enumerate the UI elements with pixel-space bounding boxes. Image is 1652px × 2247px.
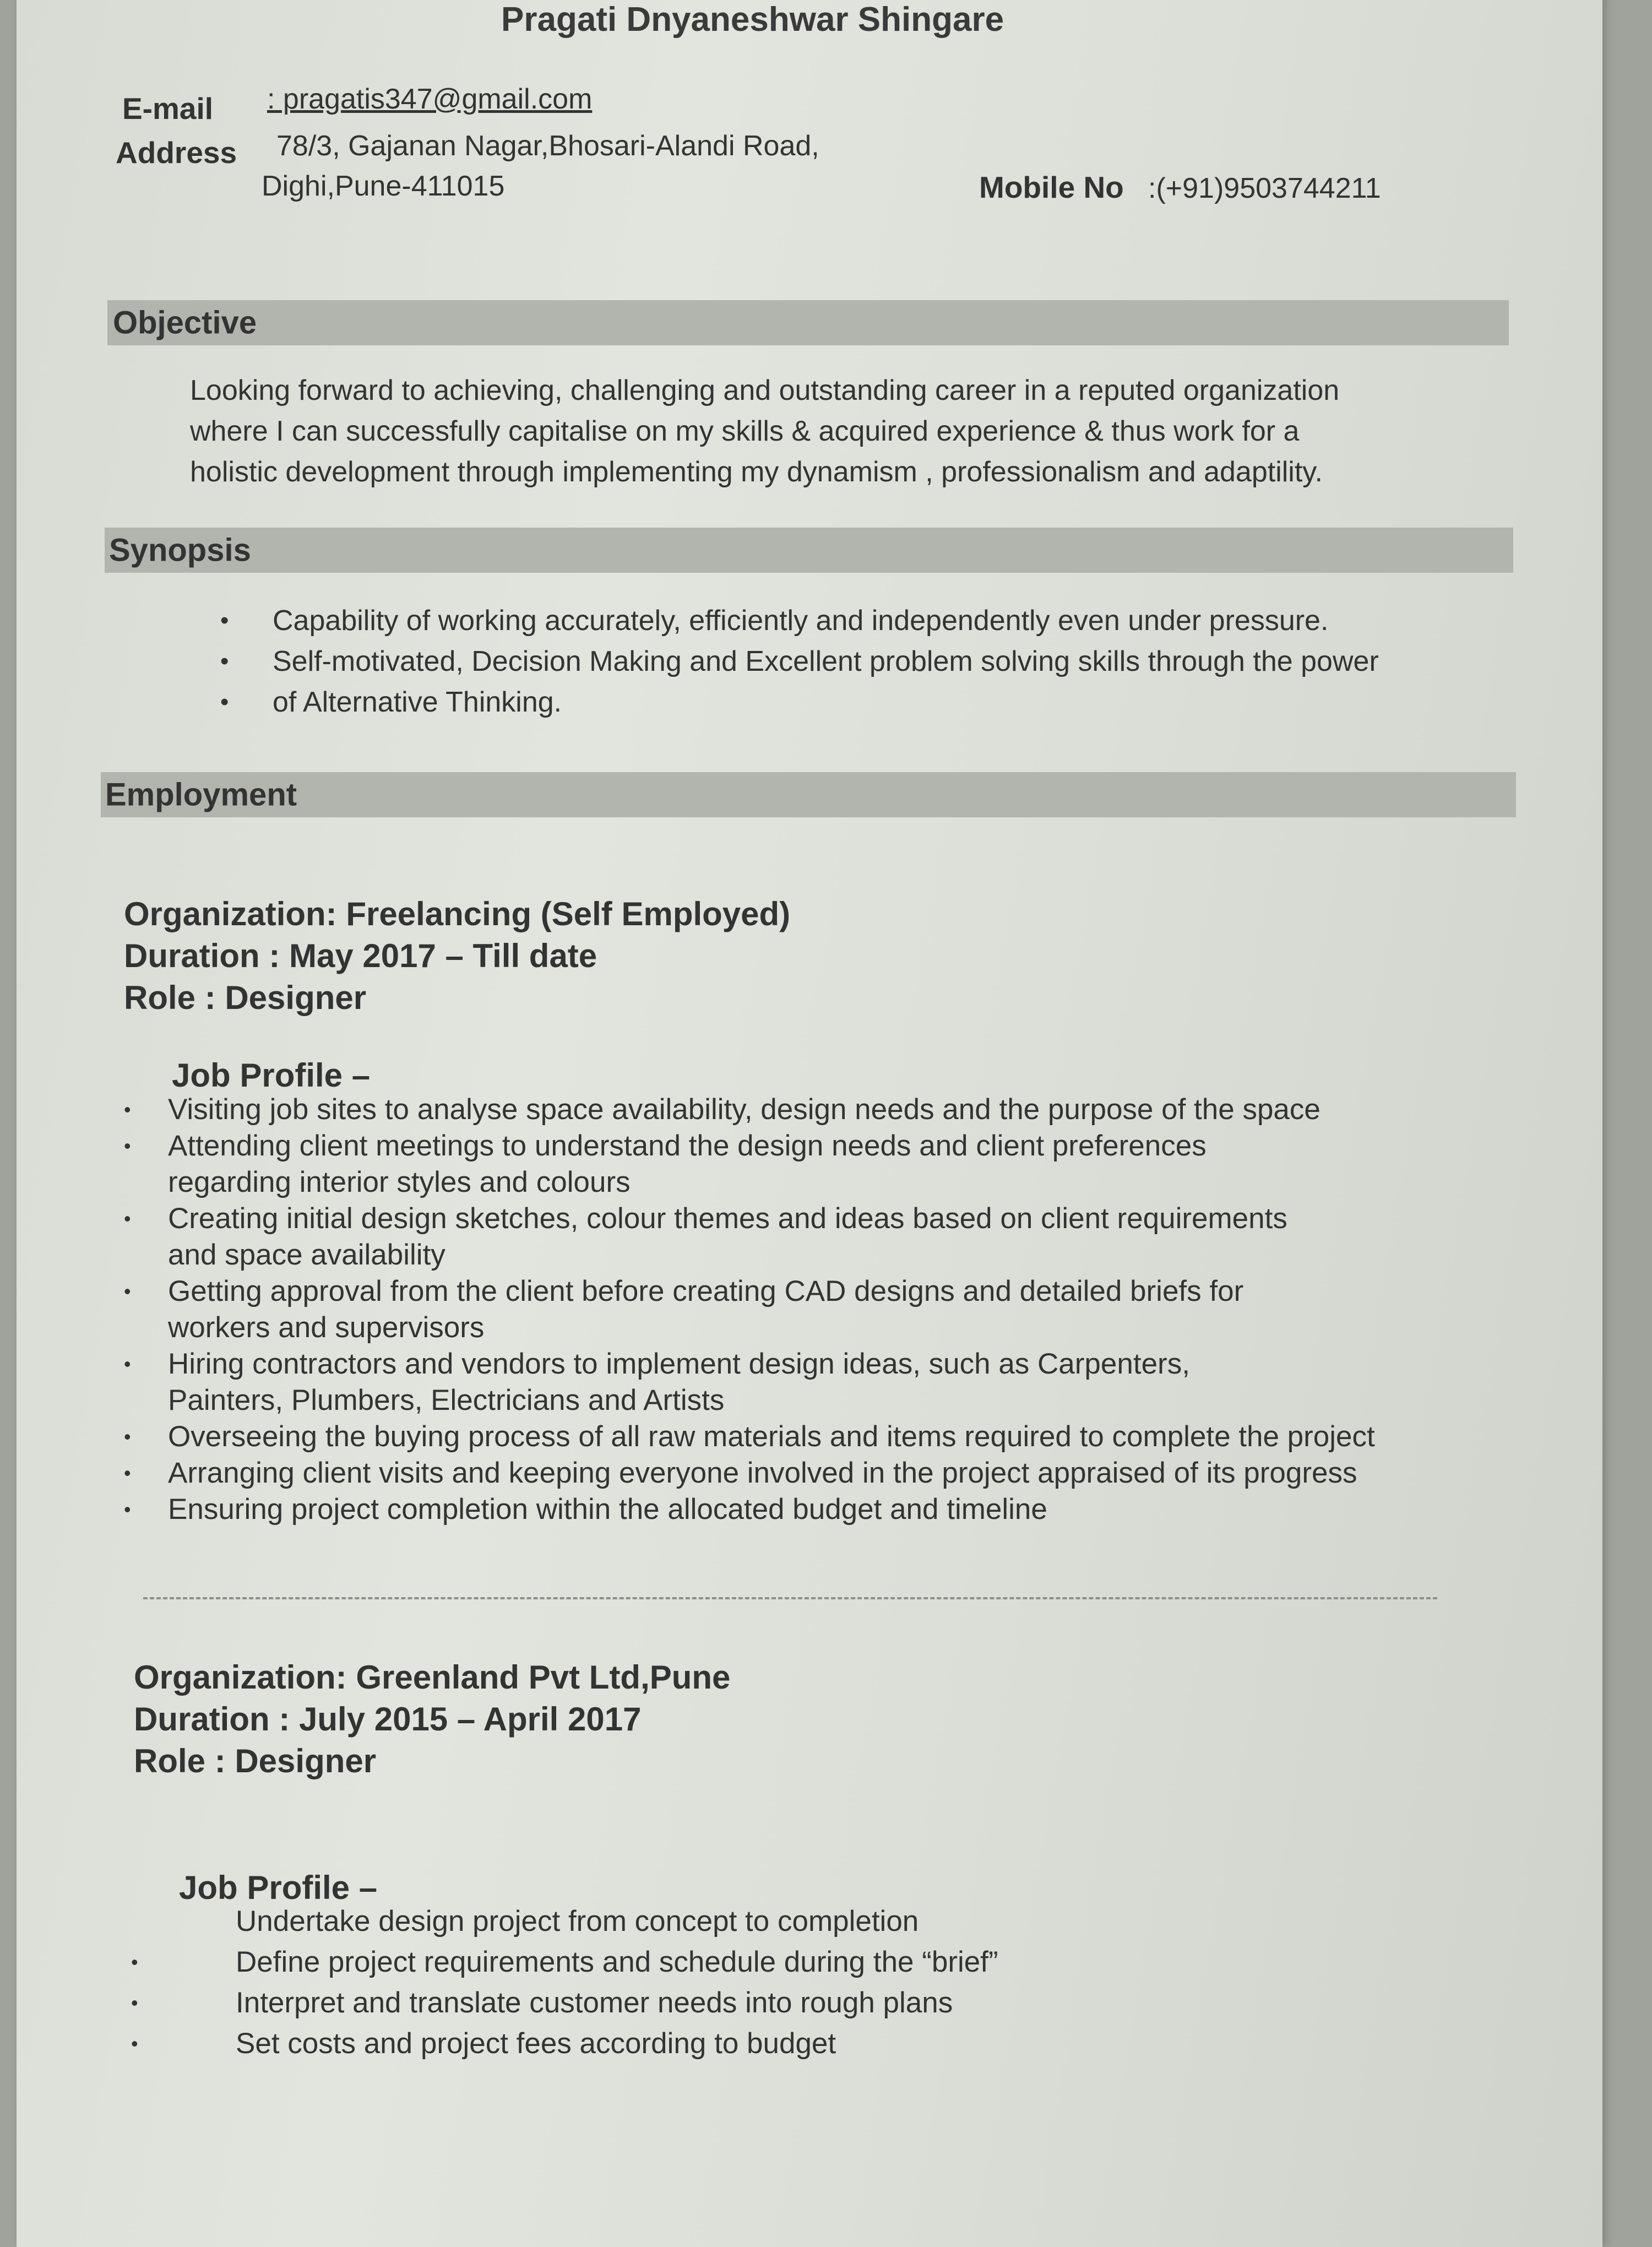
list-item: • of Alternative Thinking. — [273, 682, 1379, 723]
objective-line: holistic development through implementing my dynamism , professionalism and adaptility. — [190, 456, 1323, 488]
job-freelancing-duties — [168, 1092, 1375, 1528]
job-profile-title: Job Profile – — [179, 1869, 378, 1906]
email-value[interactable]: : pragatis347@gmail.com — [267, 83, 593, 115]
address-label: Address — [116, 135, 237, 170]
list-item: • Attending client meetings to understand the design needs and client preferences — [168, 1128, 1375, 1164]
job-greenland-duties — [236, 1901, 998, 2064]
job-duration: Duration : July 2015 – April 2017 — [134, 1701, 642, 1738]
list-item-continuation: workers and supervisors — [168, 1311, 485, 1344]
employment-section-header — [101, 772, 1516, 817]
job-freelancing-header — [124, 893, 790, 1019]
list-item: • Getting approval from the client before creating CAD designs and detailed briefs for — [168, 1273, 1375, 1310]
objective-line: where I can successfully capitalise on my skills & acquired experience & thus work for a — [190, 415, 1300, 447]
list-item: • Define project requirements and schedule during the “brief” — [236, 1942, 998, 1983]
list-item: • Self-motivated, Decision Making and Excellent problem solving skills through the power — [273, 641, 1379, 682]
section-divider — [143, 1597, 1437, 1599]
job-profile-title: Job Profile – — [172, 1057, 371, 1094]
job-organization: Organization: Freelancing (Self Employed) — [124, 895, 791, 932]
synopsis-title: Synopsis — [109, 532, 251, 568]
address-line-1: 78/3, Gajanan Nagar,Bhosari-Alandi Road, — [276, 130, 819, 162]
list-item-continuation: and space availability — [168, 1239, 445, 1271]
email-label: E-mail — [122, 91, 214, 126]
job-greenland-header — [134, 1657, 730, 1782]
list-item: Undertake design project from concept to completion — [236, 1905, 919, 1937]
list-item: • Hiring contractors and vendors to implement design ideas, such as Carpenters, — [168, 1346, 1375, 1382]
list-item: • Overseeing the buying process of all raw materials and items required to complete the project — [168, 1419, 1375, 1455]
job-role: Role : Designer — [124, 979, 367, 1016]
job-duration: Duration : May 2017 – Till date — [124, 937, 597, 974]
objective-text — [190, 370, 1339, 492]
list-item: • Interpret and translate customer needs into rough plans — [236, 1983, 998, 2023]
objective-line: Looking forward to achieving, challenging and outstanding career in a reputed organization — [190, 374, 1340, 406]
objective-section-header — [107, 300, 1509, 345]
candidate-name: Pragati Dnyaneshwar Shingare — [501, 1, 1004, 39]
mobile-label: Mobile No — [979, 170, 1124, 204]
list-item: • Visiting job sites to analyse space availability, design needs and the purpose of the space — [168, 1092, 1375, 1128]
list-item: • Creating initial design sketches, colour themes and ideas based on client requirements — [168, 1201, 1375, 1237]
list-item-continuation: Painters, Plumbers, Electricians and Artists — [168, 1384, 725, 1416]
mobile-value: :(+91)9503744211 — [1148, 172, 1381, 204]
list-item: • Set costs and project fees according to budget — [236, 2023, 998, 2064]
list-item-continuation: regarding interior styles and colours — [168, 1166, 631, 1198]
employment-title: Employment — [105, 777, 297, 813]
list-item: • Ensuring project completion within the allocated budget and timeline — [168, 1491, 1375, 1528]
objective-title: Objective — [113, 305, 257, 341]
address-line-2: Dighi,Pune-411015 — [262, 170, 505, 202]
job-role: Role : Designer — [134, 1743, 377, 1779]
job-organization: Organization: Greenland Pvt Ltd,Pune — [134, 1659, 731, 1696]
list-item: • Capability of working accurately, efficiently and independently even under pressure. — [273, 600, 1379, 641]
list-item: • Arranging client visits and keeping everyone involved in the project appraised of its progress — [168, 1455, 1375, 1491]
synopsis-section-header — [105, 528, 1513, 573]
synopsis-list — [273, 600, 1379, 723]
